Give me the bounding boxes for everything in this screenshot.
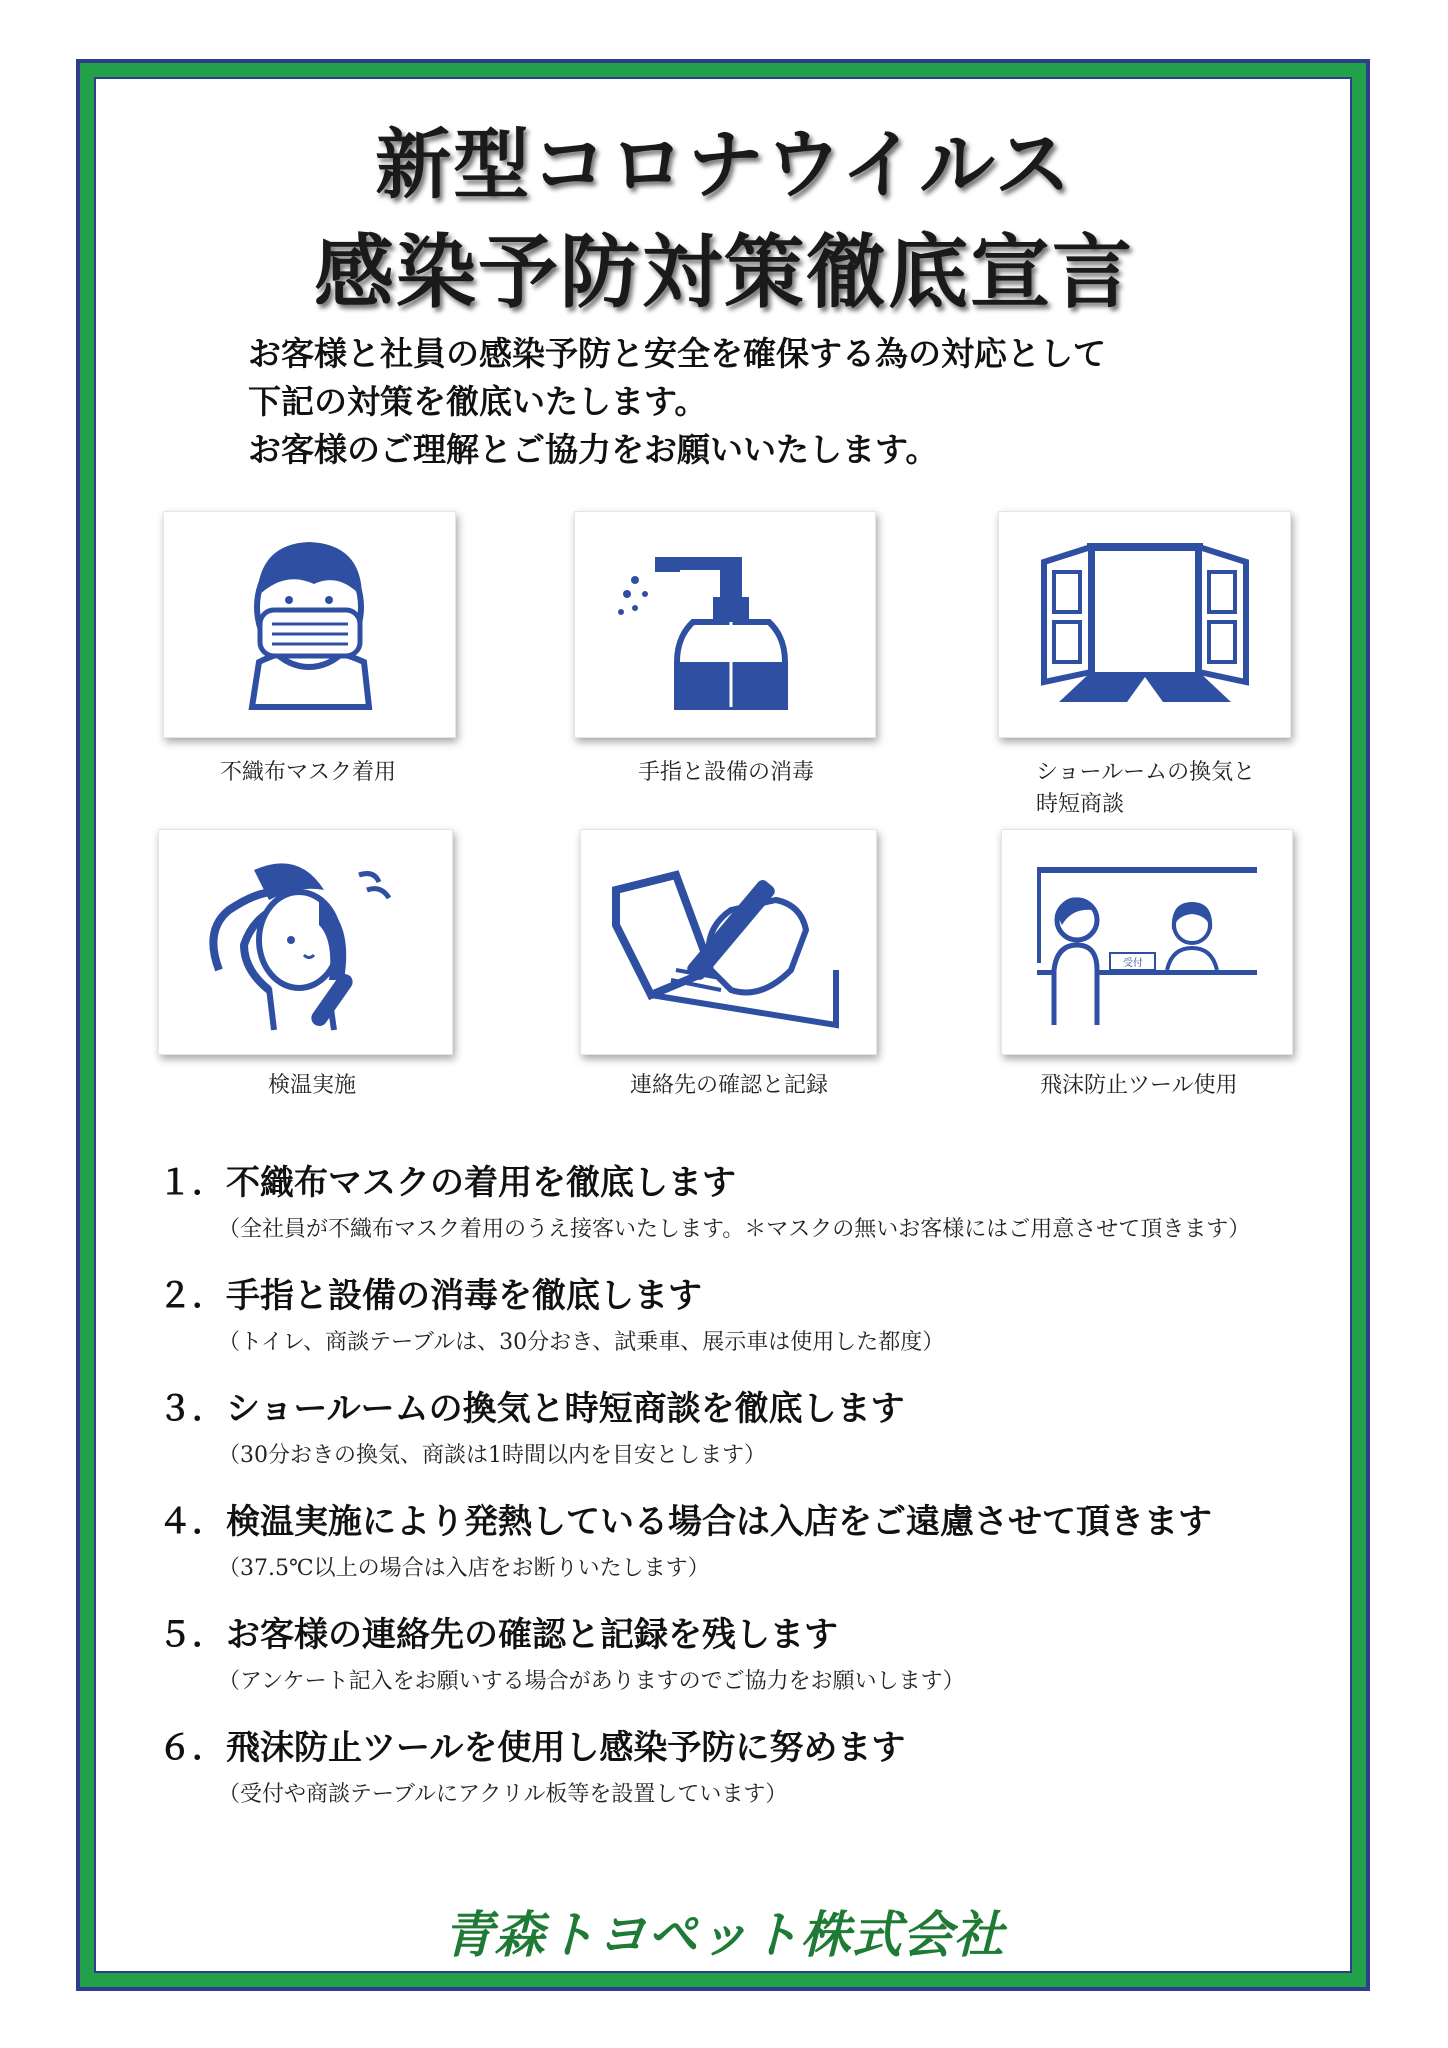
title-line-1: 新型コロナウイルス — [375, 120, 1073, 209]
temperature-card — [158, 829, 453, 1055]
intro-text — [248, 330, 1106, 474]
sanitizer-bottle-icon — [575, 512, 875, 737]
reception-partition-icon — [1002, 830, 1292, 1054]
company-logo-text: 青森トヨペット株式会社 — [443, 1906, 1005, 1964]
caption-window-line-1: ショールームの換気と — [1036, 760, 1256, 785]
caption-sanitizer: 手指と設備の消毒 — [638, 760, 815, 785]
sanitizer-card — [574, 511, 876, 738]
measure-1-note: （全社員が不織布マスク着用のうえ接客いたします。＊マスクの無いお客様にはご用意させて頂きます） — [218, 1217, 1251, 1242]
measure-2-note: （トイレ、商談テーブルは、30分おき、試乗車、展示車は使用した都度） — [218, 1330, 945, 1355]
measure-6-note: （受付や商談テーブルにアクリル板等を設置しています） — [218, 1782, 788, 1807]
measure-1-title: １．不織布マスクの着用を徹底します — [158, 1163, 736, 1203]
measure-3-note: （30分おきの換気、商談は1時間以内を目安とします） — [218, 1443, 766, 1468]
measure-5-note: （アンケート記入をお願いする場合がありますのでご協力をお願いします） — [218, 1669, 965, 1694]
measure-4-note: （37.5℃以上の場合は入店をお断りいたします） — [218, 1556, 710, 1581]
reception-sign-text: 受付 — [1123, 958, 1143, 969]
measure-6-title: ６．飛沫防止ツールを使用し感染予防に努めます — [158, 1728, 906, 1768]
caption-contact: 連絡先の確認と記録 — [630, 1073, 829, 1098]
title-line-2: 感染予防対策徹底宣言 — [314, 226, 1134, 319]
measure-2-title: ２．手指と設備の消毒を徹底します — [158, 1276, 702, 1316]
mask-card — [163, 511, 456, 738]
writing-hand-icon — [581, 830, 876, 1054]
intro-line-1: お客様と社員の感染予防と安全を確保する為の対応として — [248, 334, 1106, 373]
partition-card — [1001, 829, 1293, 1055]
intro-line-2: 下記の対策を徹底いたします。 — [248, 382, 708, 421]
open-window-icon — [999, 512, 1290, 737]
intro-line-3: お客様のご理解とご協力をお願いいたします。 — [248, 430, 939, 469]
caption-window-line-2: 時短商談 — [1036, 792, 1125, 817]
masked-person-icon — [164, 512, 455, 737]
window-card — [998, 511, 1291, 738]
measure-5-title: ５．お客様の連絡先の確認と記録を残します — [158, 1615, 838, 1655]
temperature-check-icon — [159, 830, 452, 1054]
caption-partition: 飛沫防止ツール使用 — [1040, 1073, 1238, 1098]
caption-temperature: 検温実施 — [268, 1073, 357, 1098]
measure-4-title: ４．検温実施により発熱している場合は入店をご遠慮させて頂きます — [158, 1502, 1212, 1542]
contact-record-card — [580, 829, 877, 1055]
caption-window — [1036, 757, 1255, 821]
measure-3-title: ３．ショールームの換気と時短商談を徹底します — [158, 1389, 905, 1429]
caption-mask: 不織布マスク着用 — [220, 760, 397, 785]
